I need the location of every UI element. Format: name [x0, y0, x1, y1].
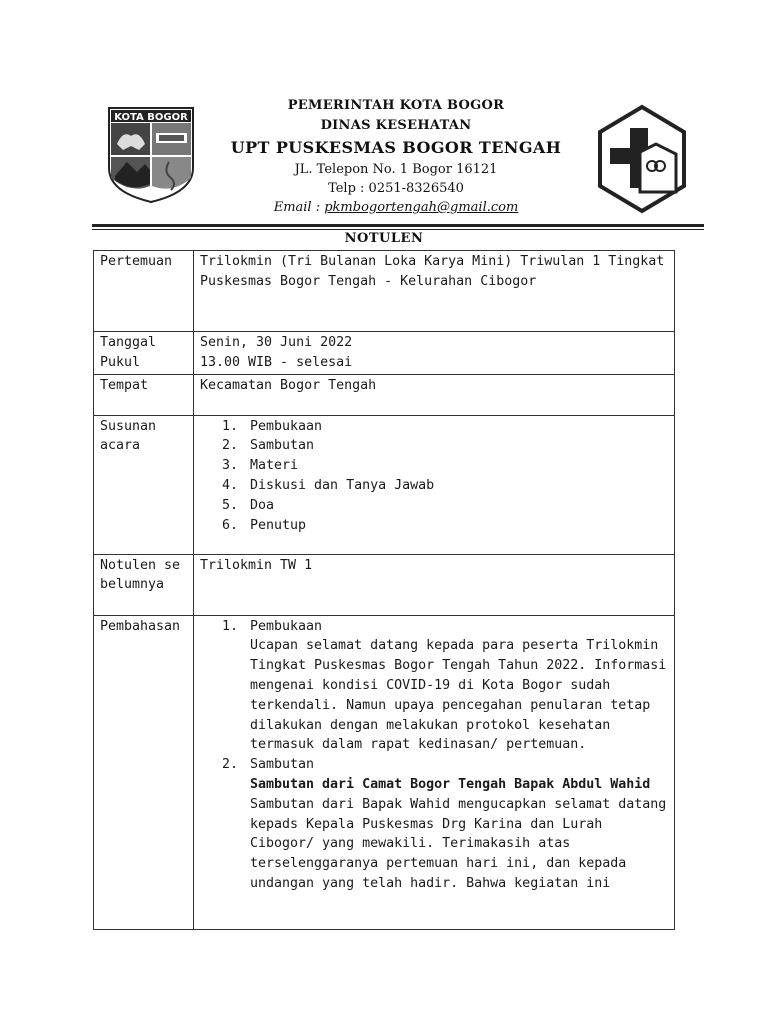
phone: Telp : 0251-8326540	[328, 181, 464, 196]
discussion-item-title: 2. Sambutan	[250, 757, 315, 773]
list-item	[246, 755, 668, 894]
discussion-content	[200, 617, 668, 928]
row-key: Susunan acara	[94, 415, 194, 554]
department-name: DINAS KESEHATAN	[320, 118, 472, 133]
row-key: Notulen sebelumnya	[94, 554, 194, 615]
list-item	[246, 617, 668, 756]
list-item: 6. Penutup	[246, 516, 668, 536]
row-value	[194, 415, 675, 554]
email-link[interactable]: pkmbogortengah@gmail.com	[324, 200, 519, 215]
row-value	[194, 615, 675, 929]
letterhead	[230, 96, 562, 217]
list-item: 5. Doa	[246, 496, 668, 516]
svg-text:KOTA BOGOR: KOTA BOGOR	[114, 112, 188, 123]
letterhead-divider-thin	[92, 229, 704, 230]
row-value	[194, 332, 675, 375]
discussion-item-title: 1. Pembukaan	[250, 618, 323, 634]
email-label: Email :	[273, 200, 325, 215]
row-value: Trilokmin (Tri Bulanan Loka Karya Mini) Triwulan 1 Tingkat Puskesmas Bogor Tengah - Kelurahan Cibogor	[194, 251, 675, 332]
document-title: NOTULEN	[344, 231, 424, 246]
meeting-date: Senin, 30 Juni 2022	[200, 335, 353, 350]
list-item: 1. Pembukaan	[246, 417, 668, 437]
agenda-list	[200, 417, 668, 536]
discussion-item-heading: Sambutan dari Camat Bogor Tengah Bapak Abdul Wahid	[250, 776, 651, 792]
list-item: 2. Sambutan	[246, 436, 668, 456]
list-item: 4. Diskusi dan Tanya Jawab	[246, 476, 668, 496]
table-row	[94, 332, 675, 375]
table-row	[94, 615, 675, 929]
row-key: Pembahasan	[94, 615, 194, 929]
table-row	[94, 374, 675, 415]
institution-name: UPT PUSKESMAS BOGOR TENGAH	[230, 138, 562, 157]
discussion-list	[200, 617, 668, 894]
notulen-table	[93, 250, 675, 930]
government-name: PEMERINTAH KOTA BOGOR	[287, 98, 505, 113]
row-key: Pertemuan	[94, 251, 194, 332]
table-row	[94, 554, 675, 615]
kota-bogor-emblem-icon	[107, 106, 195, 204]
table-row	[94, 251, 675, 332]
discussion-item-text: Sambutan dari Bapak Wahid mengucapkan selamat datang kepads Kepala Puskesmas Drg Karina dan Lurah Cibogor/ yang mewakili. Terimakasih atas terselenggaranya pertemuan hari ini, dan kepada undangan yang telah hadir. Bahwa kegiatan ini	[250, 796, 667, 891]
discussion-item-text: Ucapan selamat datang kepada para peserta Trilokmin Tingkat Puskesmas Bogor Tengah Tahun 2022. Informasi mengenai kondisi COVID-19 di Kota Bogor sudah terkendali. Namun upaya pencegahan penularan tetap dilakukan dengan melakukan protokol kesehatan termasuk dalam rapat kedinasan/ pertemuan.	[250, 638, 667, 753]
puskesmas-logo-icon	[596, 104, 688, 214]
row-key-date: Tanggal	[100, 335, 157, 350]
row-value: Trilokmin TW 1	[194, 554, 675, 615]
email-line	[230, 198, 562, 217]
row-value: Kecamatan Bogor Tengah	[194, 374, 675, 415]
meeting-time: 13.00 WIB - selesai	[200, 354, 353, 370]
row-key: Tempat	[94, 374, 194, 415]
letterhead-divider-thick	[92, 224, 704, 227]
row-key	[94, 332, 194, 375]
address: JL. Telepon No. 1 Bogor 16121	[294, 162, 498, 177]
table-row	[94, 415, 675, 554]
row-key-time: Pukul	[100, 354, 141, 370]
list-item: 3. Materi	[246, 456, 668, 476]
